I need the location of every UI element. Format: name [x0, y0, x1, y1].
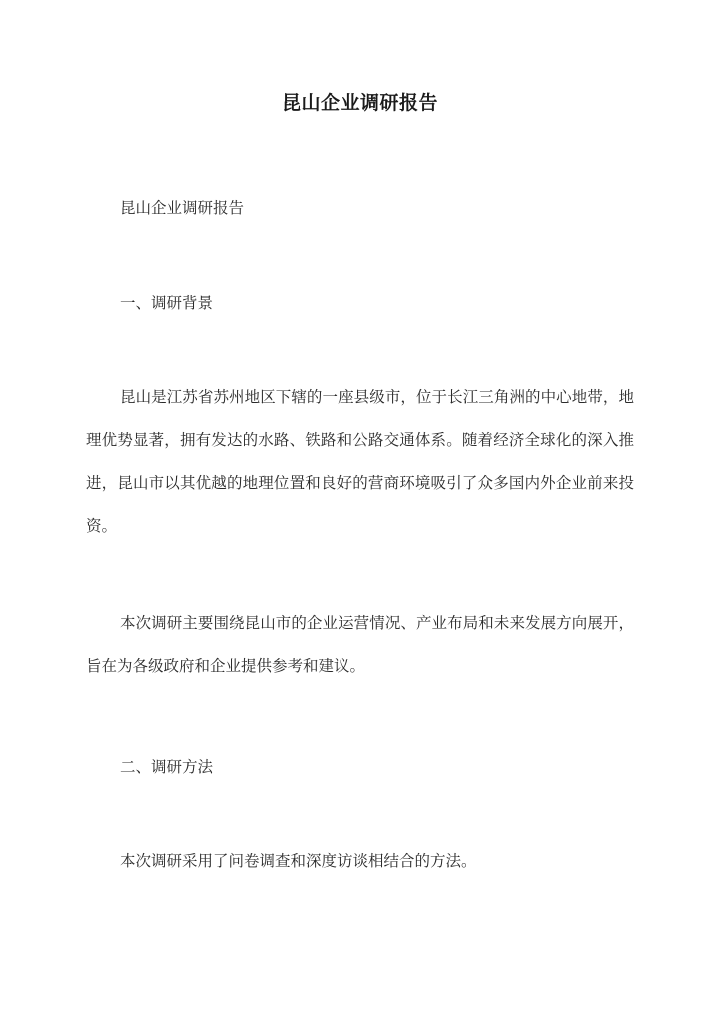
document-title: 昆山企业调研报告: [281, 92, 438, 114]
paragraph-background-2: 本次调研主要围绕昆山市的企业运营情况、产业布局和未来发展方向展开，旨在为各级政府和企业提供参考和建议。: [86, 614, 634, 675]
section-heading-background: 一、调研背景: [120, 294, 214, 312]
paragraph-background-1: 昆山是江苏省苏州地区下辖的一座县级市，位于长江三角洲的中心地带，地理优势显著，拥有发达的水路、铁路和公路交通体系。随着经济全球化的深入推进，昆山市以其优越的地理位置和良好的营商环境吸引了众多国内外企业前来投资。: [86, 388, 634, 535]
document-subtitle: 昆山企业调研报告: [120, 199, 245, 217]
section-heading-method: 二、调研方法: [120, 758, 214, 776]
paragraph-method-1: 本次调研采用了问卷调查和深度访谈相结合的方法。: [120, 852, 477, 870]
